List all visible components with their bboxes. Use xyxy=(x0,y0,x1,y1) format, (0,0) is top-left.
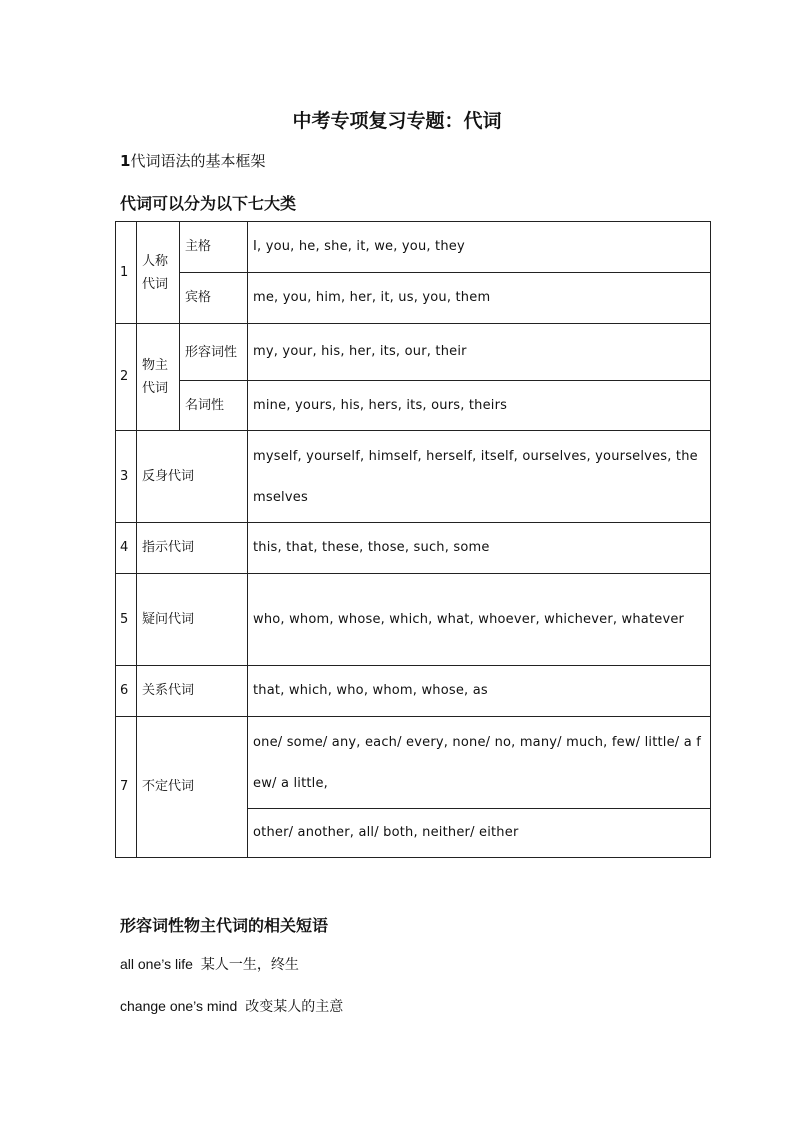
table-row xyxy=(116,324,711,381)
section-number: 1 xyxy=(120,152,131,170)
row-number: 5 xyxy=(116,574,137,666)
table-row xyxy=(116,717,711,809)
value-cell: one/ some/ any, each/ every, none/ no, many/ much, few/ little/ a few/ a little, xyxy=(248,717,711,809)
category-cell: 疑问代词 xyxy=(137,574,248,666)
row-number: 1 xyxy=(116,222,137,324)
phrase-english: all one’s life xyxy=(120,956,193,972)
phrase-english: change one’s mind xyxy=(120,998,238,1014)
value-cell: this, that, these, those, such, some xyxy=(248,523,711,574)
value-cell: myself, yourself, himself, herself, itself, ourselves, yourselves, themselves xyxy=(248,431,711,523)
category-cell: 不定代词 xyxy=(137,717,248,858)
table-heading: 代词可以分为以下七大类 xyxy=(120,194,297,213)
subcategory-cell: 宾格 xyxy=(180,273,248,324)
phrase-item xyxy=(120,954,299,974)
table-row xyxy=(116,431,711,523)
pronoun-table xyxy=(115,221,711,858)
phrase-chinese: 改变某人的主意 xyxy=(245,999,344,1015)
row-number: 2 xyxy=(116,324,137,431)
row-number: 6 xyxy=(116,666,137,717)
value-cell: me, you, him, her, it, us, you, them xyxy=(248,273,711,324)
value-cell: that, which, who, whom, whose, as xyxy=(248,666,711,717)
row-number: 7 xyxy=(116,717,137,858)
category-cell: 人称代词 xyxy=(137,222,180,324)
page-title: 中考专项复习专题：代词 xyxy=(292,110,502,132)
table-row xyxy=(116,574,711,666)
category-cell: 物主代词 xyxy=(137,324,180,431)
phrases-heading: 形容词性物主代词的相关短语 xyxy=(120,916,329,935)
section-subtitle-text: 代词语法的基本框架 xyxy=(130,152,266,170)
subcategory-cell: 名词性 xyxy=(180,381,248,431)
subcategory-cell: 形容词性 xyxy=(180,324,248,381)
table-row xyxy=(116,381,711,431)
value-cell: I, you, he, she, it, we, you, they xyxy=(248,222,711,273)
category-cell: 指示代词 xyxy=(137,523,248,574)
value-cell: my, your, his, her, its, our, their xyxy=(248,324,711,381)
subcategory-cell: 主格 xyxy=(180,222,248,273)
section-subtitle xyxy=(120,150,265,171)
category-cell: 反身代词 xyxy=(137,431,248,523)
value-cell: mine, yours, his, hers, its, ours, theirs xyxy=(248,381,711,431)
phrase-item xyxy=(120,996,343,1016)
value-cell: other/ another, all/ both, neither/ either xyxy=(248,809,711,858)
row-number: 4 xyxy=(116,523,137,574)
phrase-chinese: 某人一生，终生 xyxy=(200,957,299,973)
category-cell: 关系代词 xyxy=(137,666,248,717)
table-row xyxy=(116,273,711,324)
value-cell: who, whom, whose, which, what, whoever, whichever, whatever xyxy=(248,574,711,666)
table-row xyxy=(116,222,711,273)
table-row xyxy=(116,523,711,574)
table-row xyxy=(116,666,711,717)
row-number: 3 xyxy=(116,431,137,523)
